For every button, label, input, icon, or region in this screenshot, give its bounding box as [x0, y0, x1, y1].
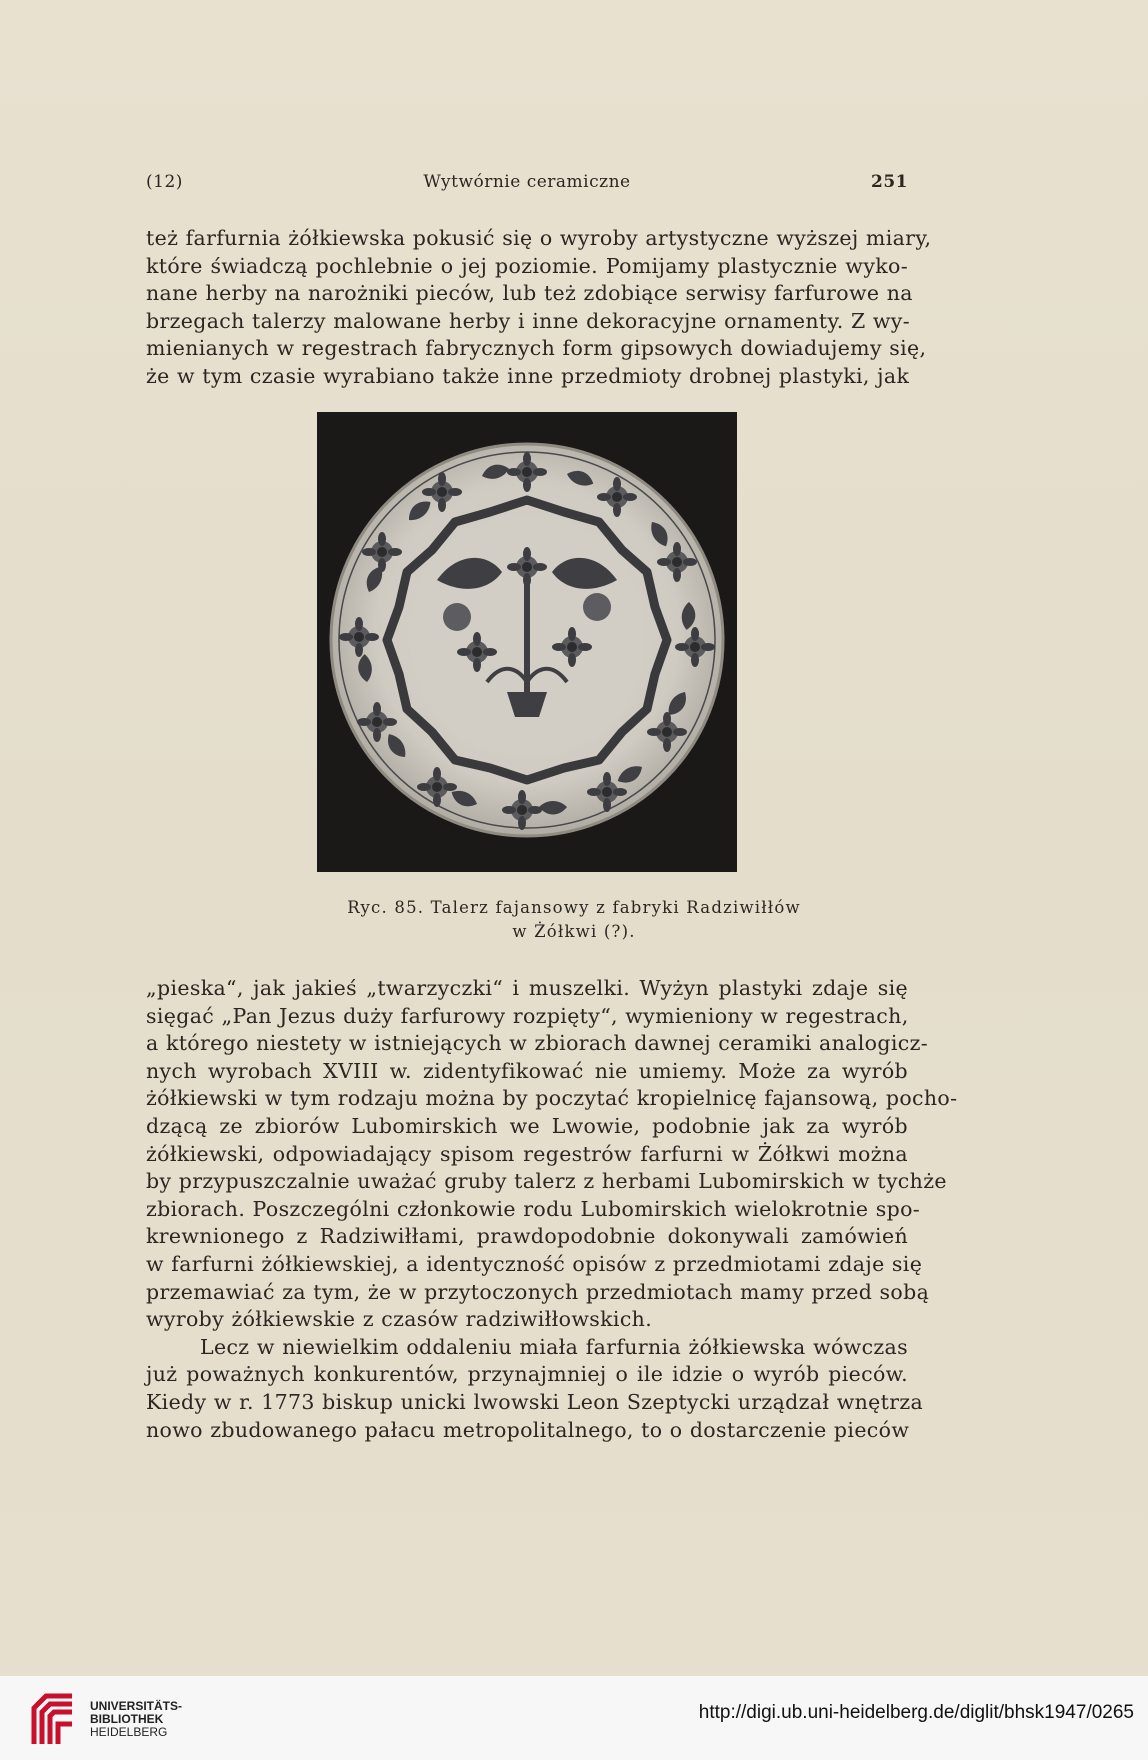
source-url-link[interactable]: http://digi.ub.uni-heidelberg.de/diglit/bhsk1947/0265: [698, 1702, 1134, 1723]
text-line: żółkiewski w tym rodzaju można by poczytać kropielnicę fajansową, pocho-: [146, 1086, 958, 1111]
text-line: nych wyrobach XVIII w. zidentyfikować nie umiemy. Może za wyrób: [146, 1058, 908, 1083]
text-line: mienianych w regestrach fabrycznych form gipsowych dowiadujemy się,: [146, 336, 927, 361]
text-line: nane herby na narożniki pieców, lub też zdobiące serwisy farfurowe na: [146, 281, 913, 306]
text-line: nowo zbudowanego pałacu metropolitalnego, to o dostarczenie pieców: [146, 1417, 910, 1442]
body-text-bottom: [146, 975, 958, 1444]
text-line: Kiedy w r. 1773 biskup unicki lwowski Leon Szeptycki urządzał wnętrza: [146, 1389, 924, 1414]
digitization-footer: [0, 1676, 1148, 1760]
text-line: przemawiać za tym, że w przytoczonych przedmiotach mamy przed sobą: [146, 1279, 930, 1304]
text-line: sięgać „Pan Jezus duży farfurowy rozpięty“, wymieniony w regestrach,: [146, 1003, 909, 1028]
figure-caption-line-2: w Żółkwi (?).: [512, 922, 636, 941]
text-line: żółkiewski, odpowiadający spisom regestrów farfurni w Żółkwi można: [146, 1141, 908, 1166]
chapter-number: (12): [146, 172, 183, 192]
text-line: „pieska“, jak jakieś „twarzyczki“ i muszelki. Wyżyn plastyki zdaje się: [146, 976, 908, 1000]
text-line: też farfurnia żółkiewska pokusić się o wyroby artystyczne wyższej miary,: [146, 226, 932, 250]
text-line: już poważnych konkurentów, przynajmniej o ile idzie o wyrób pieców.: [146, 1362, 908, 1387]
text-line: a którego niestety w istniejących w zbiorach dawnej ceramiki analogicz-: [146, 1031, 928, 1056]
text-line: krewnionego z Radziwiłłami, prawdopodobnie dokonywali zamówień: [146, 1224, 908, 1249]
heidelberg-library-logo-icon[interactable]: [28, 1690, 78, 1750]
text-line: że w tym czasie wyrabiano także inne przedmioty drobnej plastyki, jak: [146, 363, 910, 388]
text-line: które świadczą pochlebnie o jej poziomie. Pomijamy plastycznie wyko-: [146, 253, 908, 278]
body-text-top: [146, 225, 932, 391]
text-line: Lecz w niewielkim oddaleniu miała farfurnia żółkiewska wówczas: [200, 1334, 908, 1359]
plate-illustration: [317, 412, 737, 872]
page-number: 251: [871, 172, 908, 192]
text-line: wyroby żółkiewskie z czasów radziwiłłowskich.: [146, 1307, 653, 1332]
text-line: dzącą ze zbiorów Lubomirskich we Lwowie, podobnie jak za wyrób: [146, 1113, 908, 1138]
library-name: [90, 1700, 182, 1739]
library-name-line-3: HEIDELBERG: [90, 1725, 168, 1739]
library-name-line-1: UNIVERSITÄTS-: [90, 1699, 183, 1713]
library-name-line-2: BIBLIOTHEK: [90, 1712, 164, 1726]
faience-plate-photograph: [317, 412, 737, 872]
text-line: w farfurni żółkiewskiej, a identyczność opisów z przedmiotami zdaje się: [146, 1251, 923, 1276]
figure-caption-line-1: Ryc. 85. Talerz fajansowy z fabryki Radziwiłłów: [347, 898, 801, 917]
text-line: by przypuszczalnie uważać gruby talerz z herbami Lubomirskich w tychże: [146, 1169, 947, 1194]
text-line: brzegach talerzy malowane herby i inne dekoracyjne ornamenty. Z wy-: [146, 308, 911, 333]
text-line: zbiorach. Poszczególni członkowie rodu Lubomirskich wielokrotnie spo-: [146, 1196, 921, 1221]
running-header: [146, 172, 908, 198]
running-title: Wytwórnie ceramiczne: [423, 172, 631, 192]
